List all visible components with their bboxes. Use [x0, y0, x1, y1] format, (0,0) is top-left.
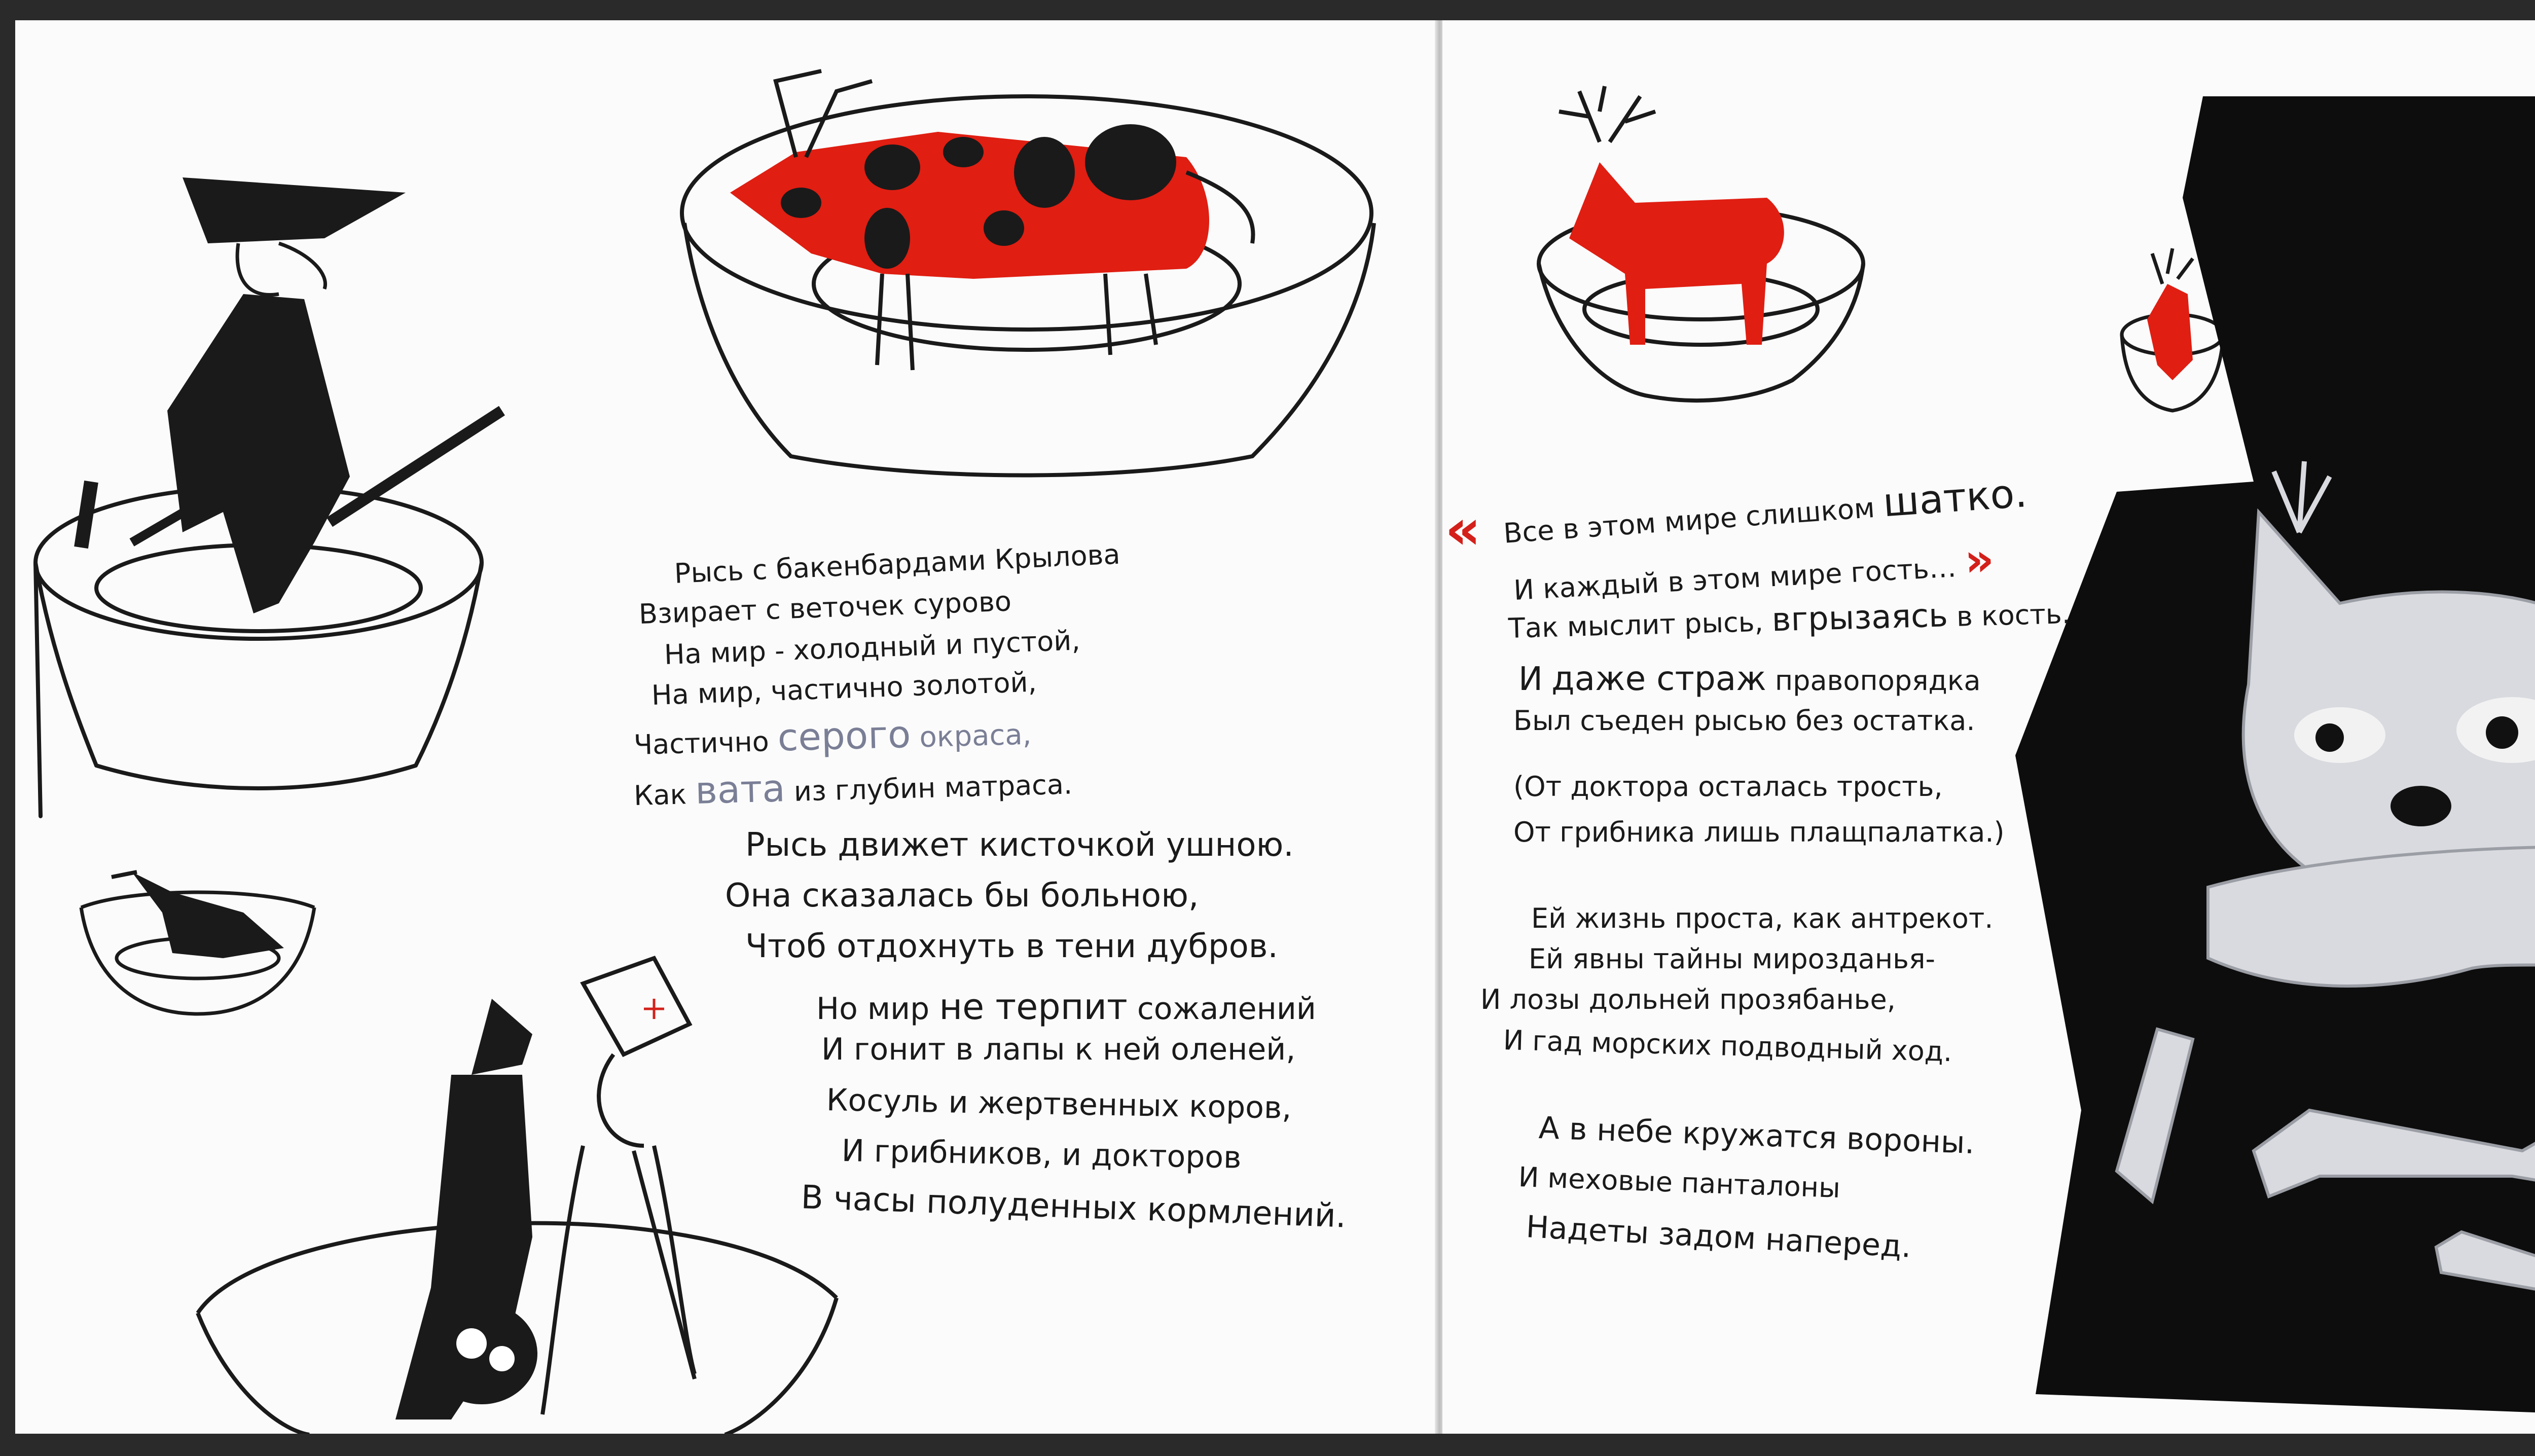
verse-word: Как [633, 778, 687, 812]
verse-word: Так мыслит рысь, [1508, 605, 1764, 644]
highlight-word-grey: серого [777, 712, 912, 760]
verse-line: (От доктора осталась трость, [1513, 771, 1943, 803]
left-page [15, 20, 1437, 1434]
verse-line: И гад морских подводный ход. [1503, 1024, 1953, 1068]
verse-line [633, 759, 1073, 814]
verse-line: На мир, частично золотой, [650, 666, 1037, 711]
verse-line: На мир - холодный и пустой, [663, 624, 1081, 671]
verse-emphasis: вгрызаясь [1771, 597, 1948, 639]
highlight-word-grey: вата [695, 767, 786, 813]
verse-line: Был съеден рысью без остатка. [1513, 705, 1975, 737]
verse-line: От грибника лишь плащпалатка.) [1513, 816, 2005, 848]
right-page [1442, 20, 2535, 1434]
verse-emphasis: даже страж [1551, 659, 1766, 698]
verse-word: Частично [633, 725, 770, 761]
verse-line [633, 709, 1032, 763]
verse-line: И грибников, и докторов [841, 1133, 1242, 1176]
verse-line: Рысь с бакенбардами Крылова [673, 538, 1121, 590]
red-deer-in-tub-drawing [1529, 81, 1873, 406]
verse-word: сожалений [1137, 991, 1316, 1027]
verse-word: в кость. [1956, 597, 2071, 633]
mushroom-picker-and-doctor-drawing [167, 933, 877, 1434]
verse-word: И [1518, 661, 1543, 698]
verse-word: правопорядка [1774, 665, 1981, 697]
verse-line: Ей жизнь проста, как антрекот. [1531, 902, 1994, 934]
verse-line: В часы полуденных кормлений. [800, 1179, 1347, 1235]
verse-line [1518, 659, 1981, 698]
verse-line: Косуль и жертвенных коров, [826, 1082, 1292, 1126]
lynx-night-painting [2015, 96, 2535, 1425]
verse-line: Надеты задом наперед. [1525, 1209, 1912, 1265]
verse-line: И лозы дольней прозябанье, [1480, 984, 1896, 1015]
verse-emphasis: не терпит [939, 986, 1128, 1028]
verse-line: Она сказалась бы больною, [725, 877, 1199, 915]
verse-line: А в небе кружатся вороны. [1538, 1110, 1975, 1161]
verse-line: Взирает с веточек сурово [638, 585, 1012, 630]
red-cow-in-tub-drawing [669, 61, 1384, 477]
close-quote-mark: » [1963, 532, 1996, 588]
highlight-word-grey-small: окраса, [919, 718, 1032, 754]
verse-line: Рысь движет кисточкой ушною. [745, 826, 1294, 864]
verse-emphasis: шатко. [1881, 470, 2029, 526]
verse-line: И гонит в лапы к ней оленей, [821, 1032, 1296, 1067]
verse-line: Чтоб отдохнуть в тени дубров. [745, 928, 1278, 965]
hunter-in-tub-drawing [15, 147, 502, 857]
open-quote-mark: « [1445, 497, 1481, 562]
verse-word: из глубин матраса. [793, 768, 1073, 808]
verse-line: И меховые панталоны [1517, 1161, 1841, 1205]
verse-line: Ей явны тайны мирозданья- [1529, 943, 1935, 975]
verse-word: И каждый в этом мире гость… [1512, 551, 1958, 606]
verse-line [816, 986, 1316, 1028]
verse-word: Но мир [816, 991, 930, 1027]
verse-word: Все в этом мире слишком [1502, 491, 1876, 550]
